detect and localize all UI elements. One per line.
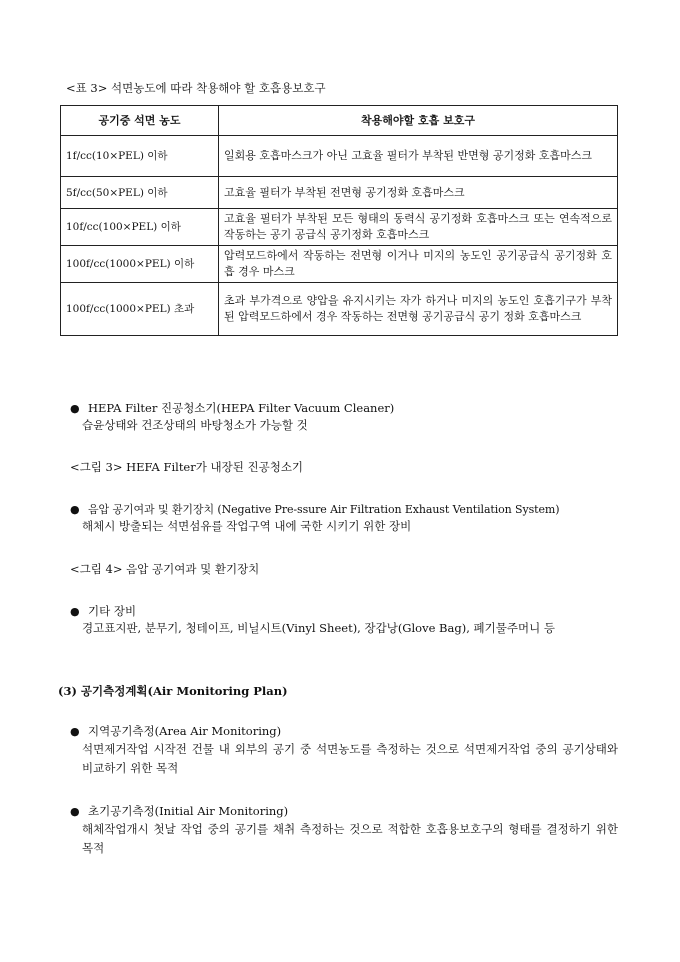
concentration-cell: 100f/cc(1000×PEL) 초과 (61, 283, 219, 336)
initial-monitoring-title: 초기공기측정(Initial Air Monitoring) (88, 804, 289, 818)
negative-pressure-title: 음압 공기여과 및 환기장치 (Negative Pre-ssure Air Filtration Exhaust Ventilation System) (88, 503, 560, 516)
figure-3-caption: <그림 3> HEFA Filter가 내장된 진공청소기 (70, 460, 304, 474)
header-concentration: 공기중 석면 농도 (61, 106, 219, 136)
bullet-icon: ● (70, 725, 80, 738)
table-header-row (61, 106, 618, 136)
table-row (61, 246, 618, 283)
hepa-desc: 습윤상태와 건조상태의 바탕청소가 가능할 것 (82, 418, 308, 432)
concentration-cell: 1f/cc(10×PEL) 이하 (61, 136, 219, 177)
respirator-table (60, 105, 618, 336)
area-monitoring-item (70, 723, 618, 778)
table-row (61, 209, 618, 246)
hepa-title: HEPA Filter 진공청소기(HEPA Filter Vacuum Cleaner) (88, 401, 395, 415)
area-monitoring-title: 지역공기측정(Area Air Monitoring) (88, 724, 282, 738)
header-protector: 착용해야할 호흡 보호구 (219, 106, 618, 136)
bullet-icon: ● (70, 605, 80, 618)
concentration-cell: 10f/cc(100×PEL) 이하 (61, 209, 219, 246)
table-row (61, 136, 618, 177)
initial-monitoring-desc: 해체작업개시 첫날 작업 중의 공기를 채취 측정하는 것으로 적합한 호흡용보호구의 형태를 결정하기 위한 목적 (82, 822, 618, 855)
protector-cell: 일회용 호흡마스크가 아닌 고효율 필터가 부착된 반면형 공기정화 호흡마스크 (219, 136, 618, 177)
table-caption: <표 3> 석면농도에 따라 착용해야 할 호흡용보호구 (66, 81, 326, 95)
section-title: (3) 공기측정계획(Air Monitoring Plan) (58, 684, 288, 698)
protector-cell: 고효율 필터가 부착된 모든 형태의 동력식 공기정화 호흡마스크 또는 연속적으로 작동하는 공기 공급식 공기정화 호흡마스크 (219, 209, 618, 246)
concentration-cell: 5f/cc(50×PEL) 이하 (61, 177, 219, 209)
area-monitoring-desc: 석면제거작업 시작전 건물 내 외부의 공기 중 석면농도를 측정하는 것으로 석면제거작업 중의 공기상태와 비교하기 위한 목적 (82, 742, 618, 775)
other-equipment-desc: 경고표지판, 분무기, 청테이프, 비닐시트(Vinyl Sheet), 장갑낭(Glove Bag), 폐기물주머니 등 (82, 621, 555, 635)
concentration-cell: 100f/cc(1000×PEL) 이하 (61, 246, 219, 283)
bullet-icon: ● (70, 805, 80, 818)
table-row (61, 177, 618, 209)
hepa-item (70, 400, 618, 434)
negative-pressure-desc: 해체시 방출되는 석면섬유를 작업구역 내에 국한 시키기 위한 장비 (82, 519, 412, 533)
protector-cell: 고효율 필터가 부착된 전면형 공기정화 호흡마스크 (219, 177, 618, 209)
protector-cell: 압력모드하에서 작동하는 전면형 이거나 미지의 농도인 공기공급식 공기정화 호흡 경우 마스크 (219, 246, 618, 283)
bullet-icon: ● (70, 402, 80, 415)
figure-4-caption: <그림 4> 음압 공기여과 및 환기장치 (70, 562, 260, 576)
initial-monitoring-item (70, 803, 618, 858)
table-row (61, 283, 618, 336)
bullet-icon: ● (70, 503, 80, 516)
protector-cell: 초과 부가격으로 양압을 유지시키는 자가 하거나 미지의 농도인 호흡기구가 부착된 압력모드하에서 경우 작동하는 전면형 공기공급식 공기 정화 호흡마스크 (219, 283, 618, 336)
negative-pressure-item (70, 501, 618, 535)
other-equipment-title: 기타 장비 (88, 604, 137, 618)
other-equipment-item (70, 603, 618, 637)
